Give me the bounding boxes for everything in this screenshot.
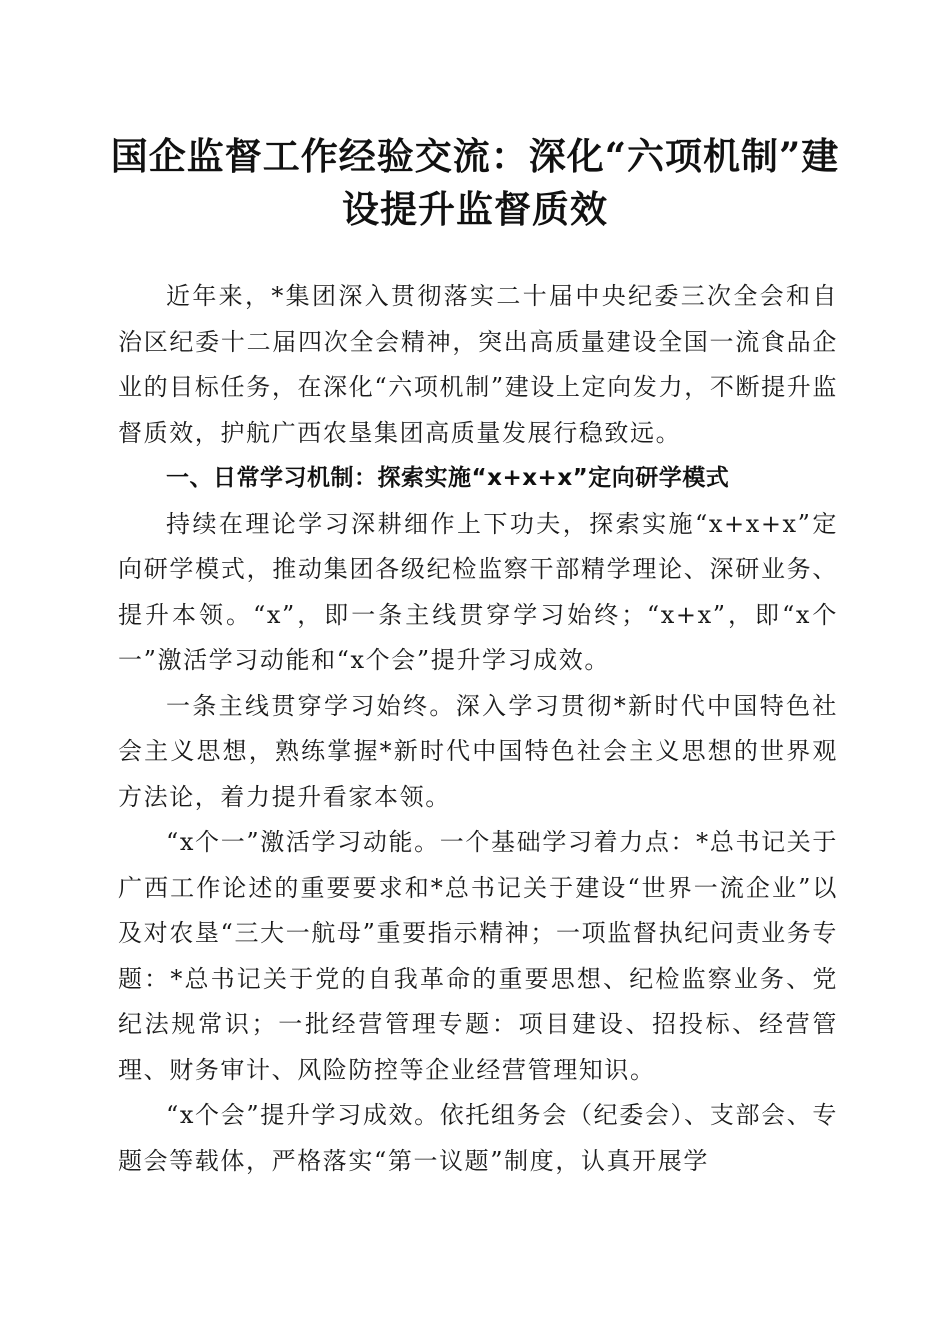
document-body <box>118 274 838 1184</box>
paragraph-x-meetings: “x个会”提升学习成效。依托组务会（纪委会）、支部会、专题会等载体，严格落实“第一议题”制度，认真开展学 <box>118 1101 838 1175</box>
paragraph-intro: 近年来，*集团深入贯彻落实二十届中央纪委三次全会和自治区纪委十二届四次全会精神，突出高质量建设全国一流食品企业的目标任务，在深化“六项机制”建设上定向发力，不断提升监督质效，护航广西农垦集团高质量发展行稳致远。 <box>118 282 838 447</box>
paragraph-main-line: 一条主线贯穿学习始终。深入学习贯彻*新时代中国特色社会主义思想，熟练掌握*新时代中国特色社会主义思想的世界观方法论，着力提升看家本领。 <box>118 691 838 811</box>
paragraph-study-model: 持续在理论学习深耕细作上下功夫，探索实施“x+x+x”定向研学模式，推动集团各级纪检监察干部精学理论、深研业务、提升本领。“x”，即一条主线贯穿学习始终；“x+x”，即“x个一”激活学习动能和“x个会”提升学习成效。 <box>118 509 838 674</box>
paragraph-x-ones: “x个一”激活学习动能。一个基础学习着力点：*总书记关于广西工作论述的重要要求和*总书记关于建设“世界一流企业”以及对农垦“三大一航母”重要指示精神；一项监督执纪问责业务专题：*总书记关于党的自我革命的重要思想、纪检监察业务、党纪法规常识；一批经营管理专题：项目建设、招投标、经营管理、财务审计、风险防控等企业经营管理知识。 <box>118 828 838 1084</box>
section-heading-1: 一、日常学习机制：探索实施“x+x+x”定向研学模式 <box>166 465 730 491</box>
document-title: 国企监督工作经验交流：深化“六项机制”建设提升监督质效 <box>110 134 840 231</box>
